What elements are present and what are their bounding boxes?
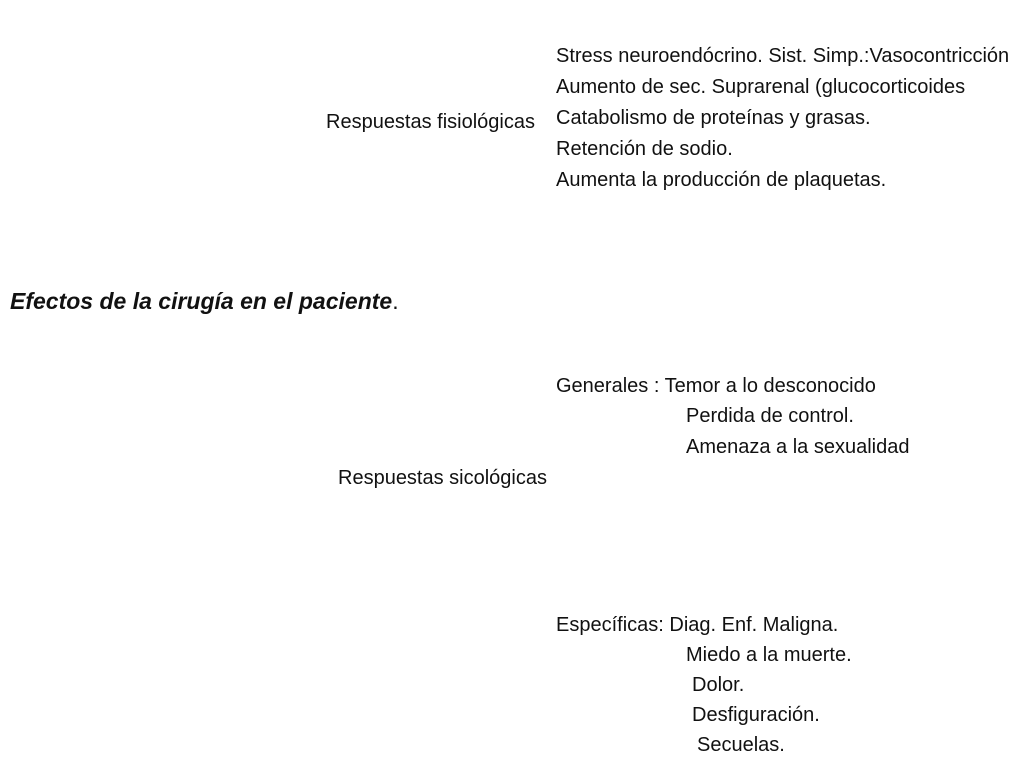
generales-item-1: Generales : Temor a lo desconocido <box>556 375 876 397</box>
page-title-period: . <box>392 288 399 314</box>
page-title <box>10 285 399 317</box>
especificas-item-4: Desfiguración. <box>692 704 820 726</box>
fisiologicas-label: Respuestas fisiológicas <box>326 111 535 133</box>
especificas-item-5: Secuelas. <box>697 734 785 756</box>
generales-item-2: Perdida de control. <box>686 405 854 427</box>
page-title-text: Efectos de la cirugía en el paciente <box>10 288 393 314</box>
sicologicas-label: Respuestas sicológicas <box>338 467 547 489</box>
fisiologica-item-1: Stress neuroendócrino. Sist. Simp.:Vasocontricción <box>556 45 1010 67</box>
especificas-item-1: Específicas: Diag. Enf. Maligna. <box>556 614 839 636</box>
fisiologica-item-2: Aumento de sec. Suprarenal (glucocorticoides <box>556 76 966 98</box>
especificas-item-3: Dolor. <box>692 674 745 696</box>
generales-item-3: Amenaza a la sexualidad <box>686 436 910 458</box>
fisiologica-item-4: Retención de sodio. <box>556 138 733 160</box>
fisiologica-item-3: Catabolismo de proteínas y grasas. <box>556 107 871 129</box>
fisiologica-item-5: Aumenta la producción de plaquetas. <box>556 169 887 191</box>
especificas-item-2: Miedo a la muerte. <box>686 644 852 666</box>
